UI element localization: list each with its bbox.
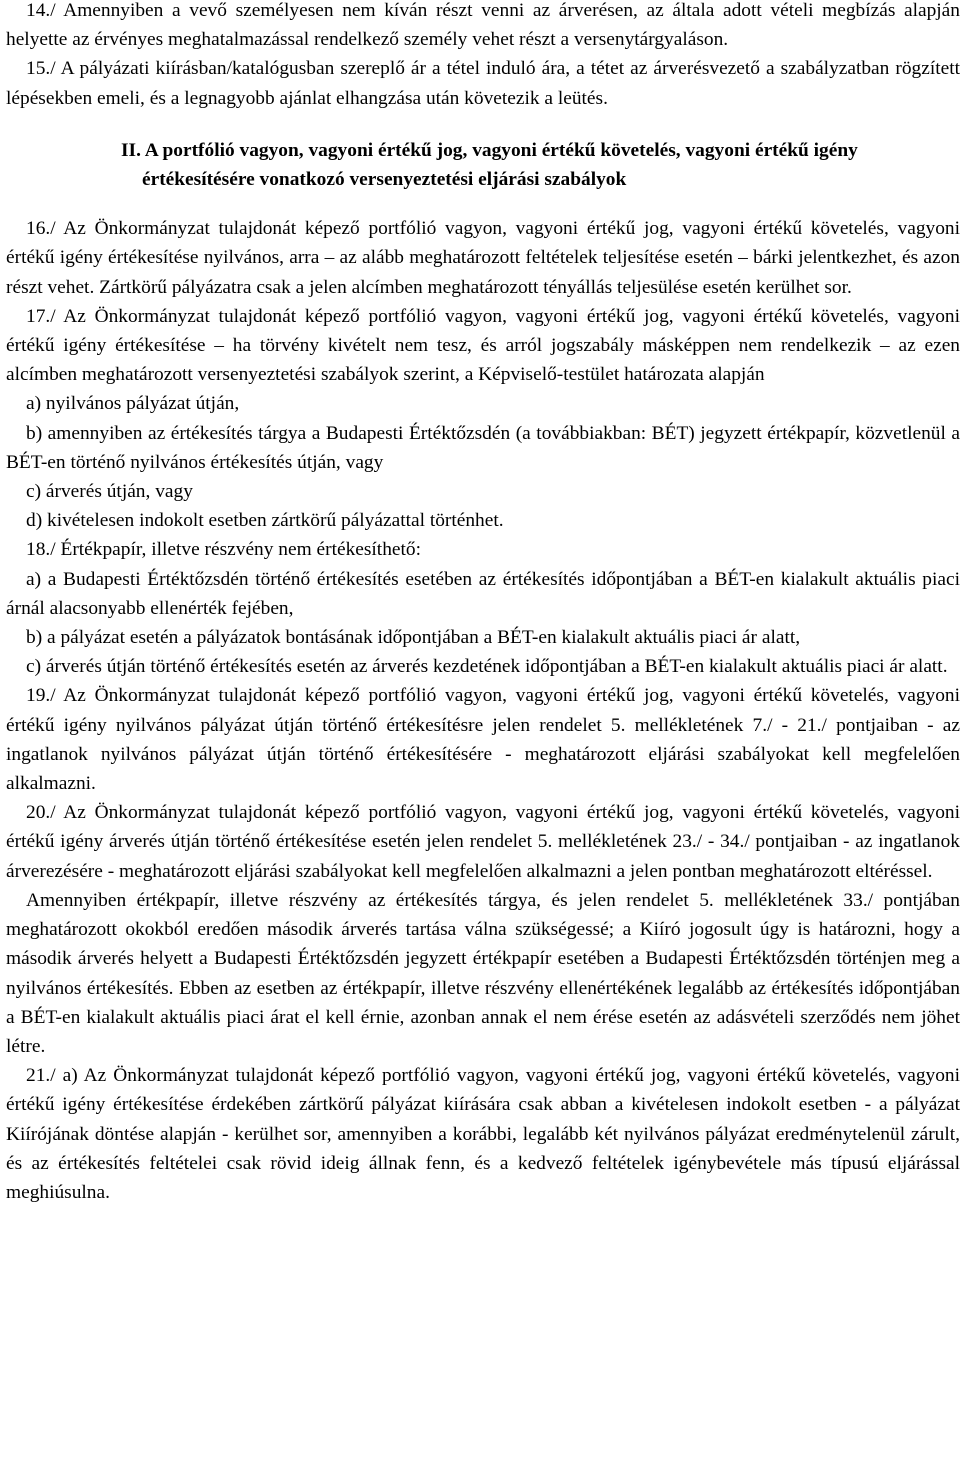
paragraph-17-a: a) nyilvános pályázat útján, <box>26 393 240 415</box>
paragraph-14: 14./ Amennyiben a vevő személyesen nem kíván részt venni az árverésen, az általa adott vételi megbízás alapján helyette az érvényes meghatalmazással rendelkező személy vehet részt a versenytárgyaláson. <box>6 0 960 51</box>
paragraph-20-continuation: Amennyiben értékpapír, illetve részvény az értékesítés tárgya, és jelen rendelet 5. mellékletének 33./ pontjában meghatározott okokból eredően második árverés tartása válna szükségessé; a Kiíró jogosult úgy is határozni, hogy a második árverés helyett a Budapesti Értéktőzsdén jegyzett értékpapír esetében a Budapesti Értéktőzsdén történjen meg a nyilvános értékesítés. Ebben az esetben az értékpapír, illetve részvény ellenértékének legalább az értékesítés időpontjában a BÉT-en kialakult aktuális piaci árat el kell érnie, azonban annak el nem érése esetén az adásvételi szerződés nem jöhet létre. <box>6 889 960 1057</box>
section-heading-ii: II. A portfólió vagyon, vagyoni értékű jog, vagyoni értékű követelés, vagyoni értékű igény értékesítésére vonatkozó versenyeztetési eljárási szabályok <box>121 139 858 191</box>
document-page <box>6 0 960 1207</box>
paragraph-18: 18./ Értékpapír, illetve részvény nem értékesíthető: <box>26 539 421 561</box>
paragraph-18-b: b) a pályázat esetén a pályázatok bontásának időpontjában a BÉT-en kialakult aktuális piaci ár alatt, <box>26 627 801 649</box>
paragraph-17-b: b) amennyiben az értékesítés tárgya a Budapesti Értéktőzsdén (a továbbiakban: BÉT) jegyzett értékpapír, közvetlenül a BÉT-en történő nyilvános értékesítés útján, vagy <box>6 422 960 473</box>
paragraph-17-c: c) árverés útján, vagy <box>26 481 193 503</box>
paragraph-15: 15./ A pályázati kiírásban/katalógusban szereplő ár a tétel induló ára, a tétet az árverésvezető a szabályzatban rögzített lépésekben emeli, és a legnagyobb ajánlat elhangzása után követezik a leütés. <box>6 58 960 109</box>
paragraph-20: 20./ Az Önkormányzat tulajdonát képező portfólió vagyon, vagyoni értékű jog, vagyoni értékű követelés, vagyoni értékű igény árverés útján történő értékesítése esetén jelen rendelet 5. mellékletének 23./ - 34./ pontjaiban - az ingatlanok árverezésére - meghatározott eljárási szabályokat kell megfelelően alkalmazni a jelen pontban meghatározott eltéréssel. <box>6 802 960 882</box>
paragraph-18-a: a) a Budapesti Értéktőzsdén történő értékesítés esetében az értékesítés időpontjában a BÉT-en kialakult aktuális piaci árnál alacsonyabb ellenérték fejében, <box>6 568 960 619</box>
paragraph-16: 16./ Az Önkormányzat tulajdonát képező portfólió vagyon, vagyoni értékű jog, vagyoni értékű követelés, vagyoni értékű igény értékesítése nyilvános, arra – az alább meghatározott feltételek teljesítése esetén – bárki jelentkezhet, és azon részt vehet. Zártkörű pályázatra csak a jelen alcímben meghatározott tényállás teljesülése esetén kerülhet sor. <box>6 218 960 298</box>
paragraph-17-d: d) kivételesen indokolt esetben zártkörű pályázattal történhet. <box>26 510 504 532</box>
paragraph-18-c: c) árverés útján történő értékesítés esetén az árverés kezdetének időpontjában a BÉT-en kialakult aktuális piaci ár alatt. <box>26 656 948 678</box>
paragraph-21: 21./ a) Az Önkormányzat tulajdonát képező portfólió vagyon, vagyoni értékű jog, vagyoni értékű követelés, vagyoni értékű igény értékesítése érdekében zártkörű pályázat kiírására csak abban a kivételesen indokolt esetben - a pályázat Kiírójának döntése alapján - kerülhet sor, amennyiben a korábbi, legalább két nyilvános pályázat eredménytelenül zárult, és az értékesítés feltételei csak rövid ideig állnak fenn, és a kedvező feltételek igénybevétele más típusú eljárással meghiúsulna. <box>6 1065 960 1203</box>
paragraph-19: 19./ Az Önkormányzat tulajdonát képező portfólió vagyon, vagyoni értékű jog, vagyoni értékű követelés, vagyoni értékű igény nyilvános pályázat útján történő értékesítésre jelen rendelet 5. mellékletének 7./ - 21./ pontjaiban - az ingatlanok nyilvános pályázat útján történő értékesítésére - meghatározott eljárási szabályokat kell megfelelően alkalmazni. <box>6 685 960 795</box>
paragraph-17: 17./ Az Önkormányzat tulajdonát képező portfólió vagyon, vagyoni értékű jog, vagyoni értékű követelés, vagyoni értékű igény értékesítése – ha törvény kivételt nem tesz, és arról jogszabály másképpen nem rendelkezik – az ezen alcímben meghatározott versenyeztetési szabályok szerint, a Képviselő-testület határozata alapján <box>6 305 960 386</box>
